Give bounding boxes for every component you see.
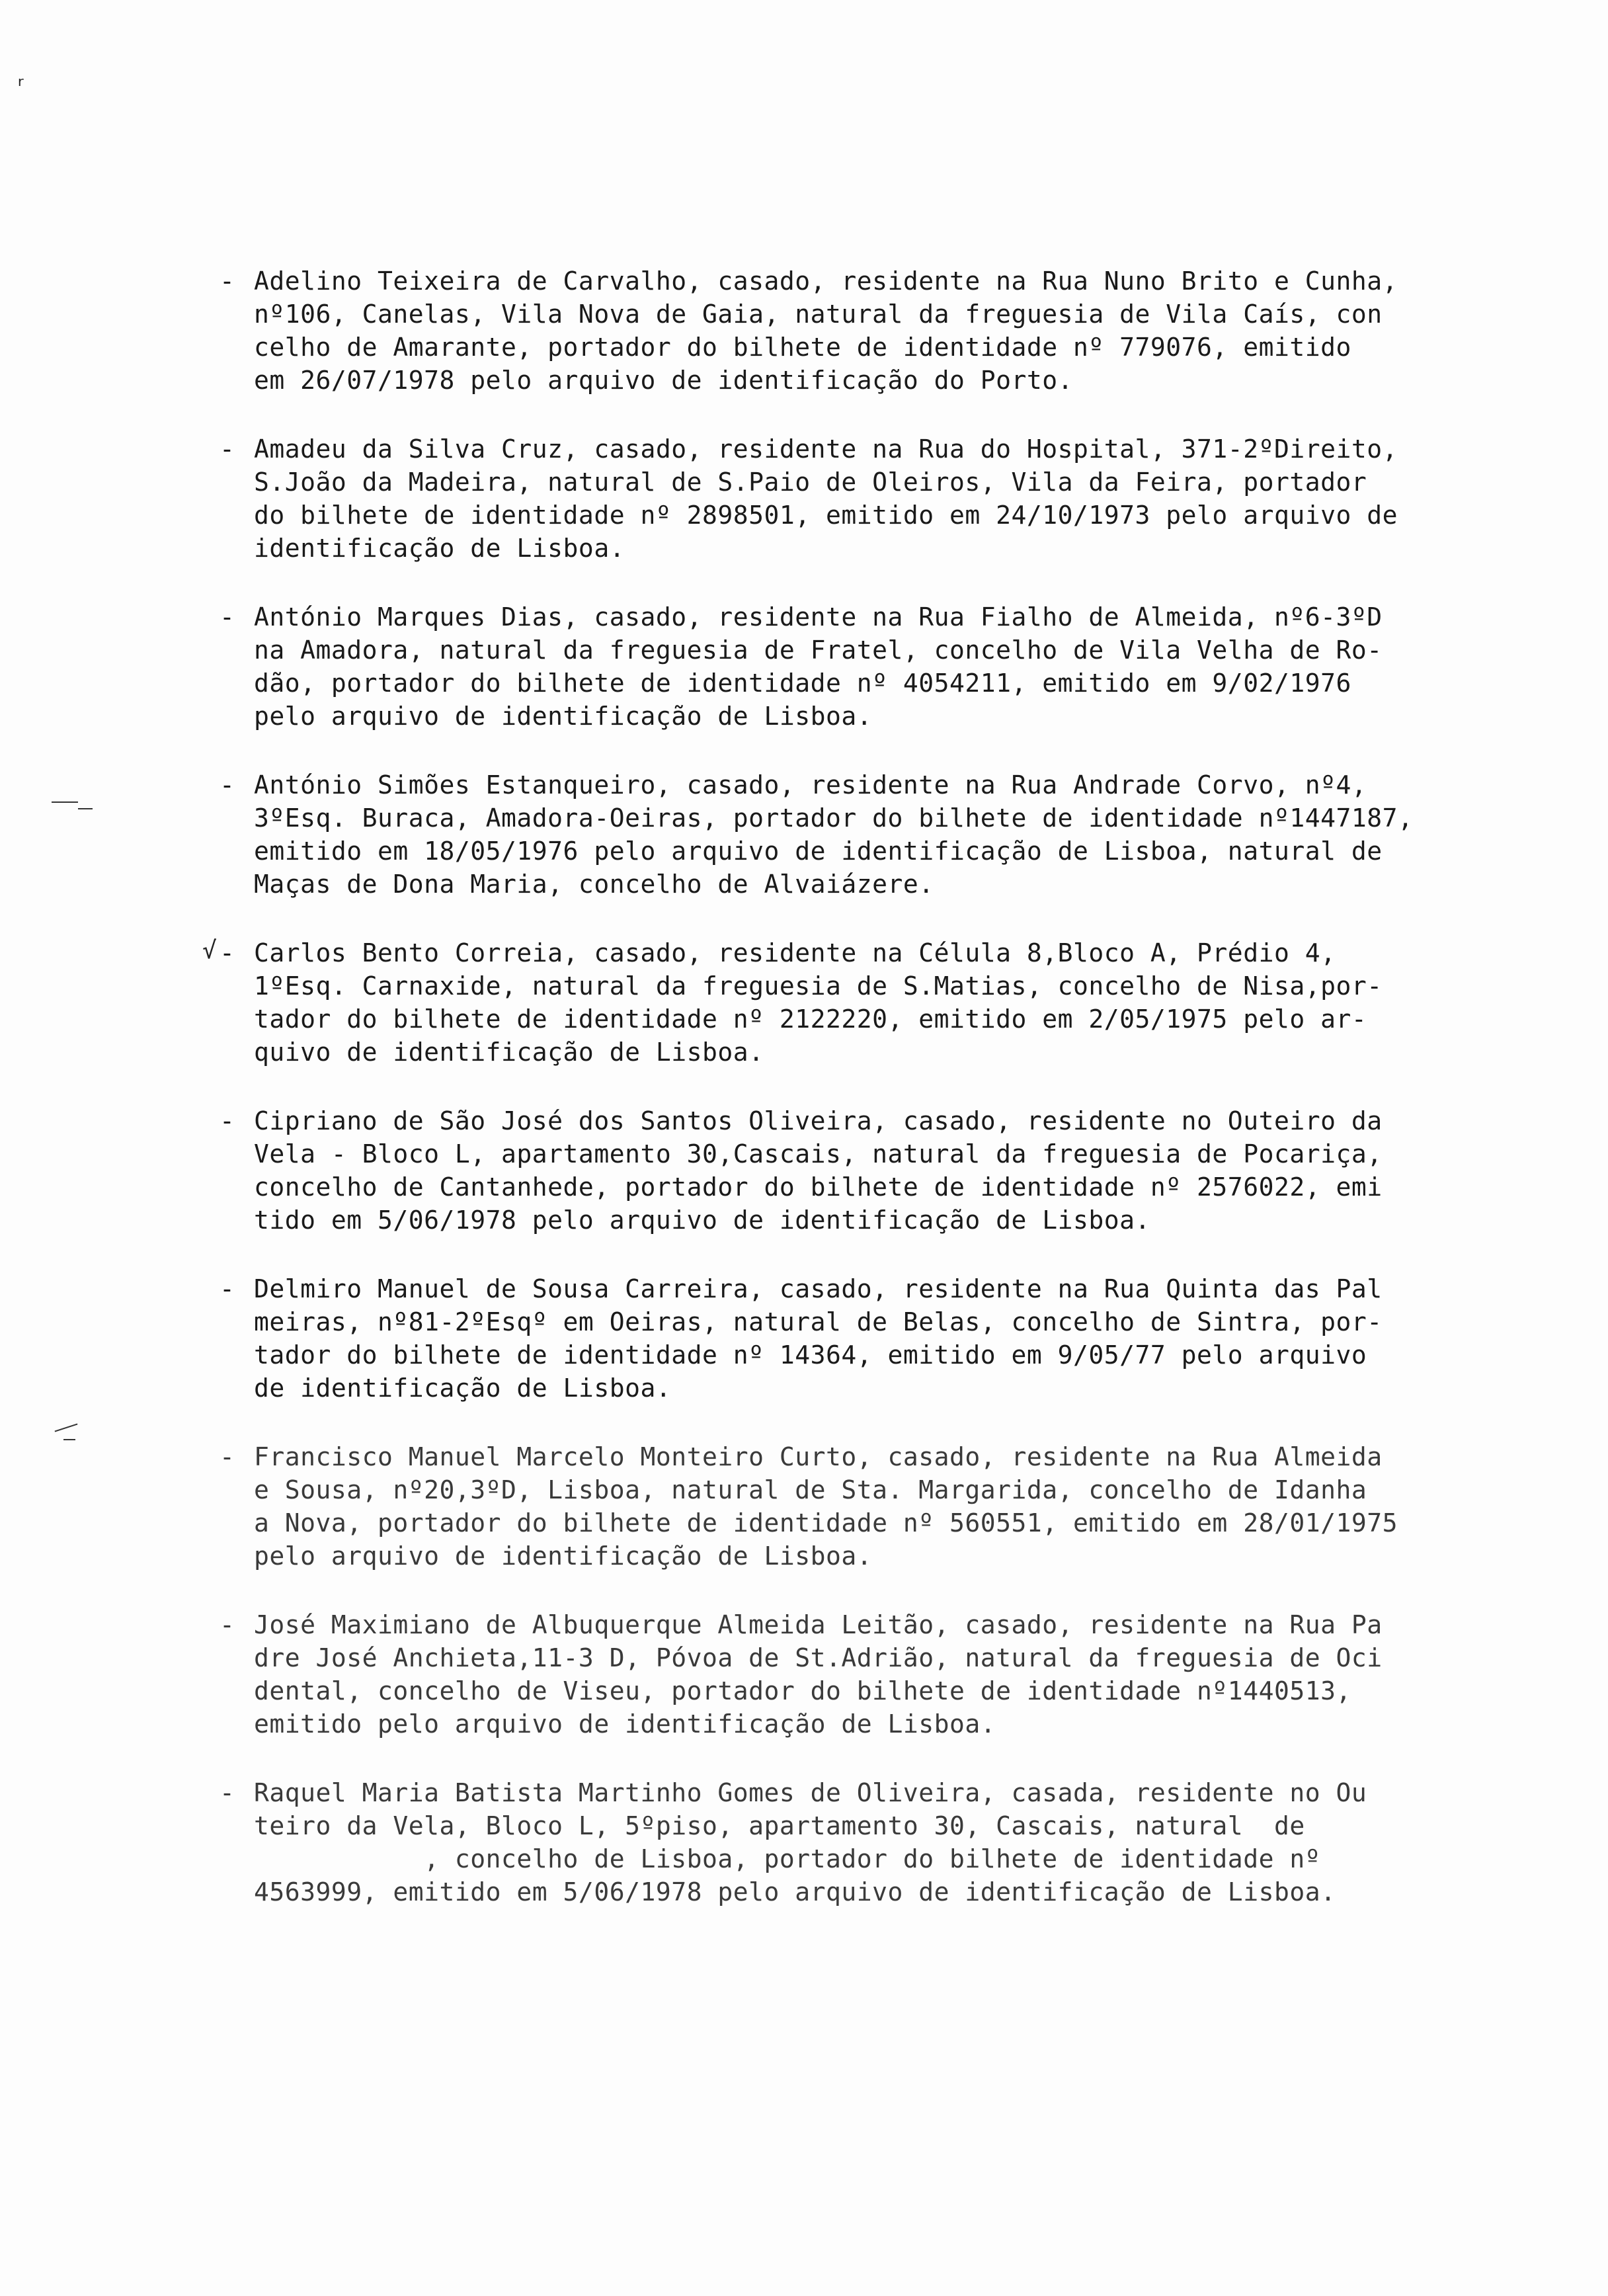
list-item (220, 1104, 1489, 1237)
entry-line: tador do bilhete de identidade nº 14364, emitido em 9/05/77 pelo arquivo (254, 1340, 1367, 1370)
list-item (220, 432, 1489, 565)
entry-line: celho de Amarante, portador do bilhete de identidade nº 779076, emitido (254, 333, 1351, 362)
entry-line: S.João da Madeira, natural de S.Paio de Oleiros, Vila da Feira, portador (254, 468, 1367, 497)
entry-line: dão, portador do bilhete de identidade nº 4054211, emitido em 9/02/1976 (254, 669, 1351, 698)
entry-line: pelo arquivo de identificação de Lisboa. (254, 1541, 873, 1571)
list-dash: - (220, 602, 235, 632)
entry-line: concelho de Cantanhede, portador do bilhete de identidade nº 2576022, emi (254, 1172, 1383, 1202)
margin-mark-check: √ (202, 937, 217, 964)
entry-line: Delmiro Manuel de Sousa Carreira, casado, residente na Rua Quinta das Pal (254, 1274, 1383, 1303)
entry-line: Cipriano de São José dos Santos Oliveira, casado, residente no Outeiro da (254, 1106, 1383, 1135)
list-item (220, 1440, 1489, 1573)
margin-mark-left-2 (55, 1423, 78, 1432)
entry-line: do bilhete de identidade nº 2898501, emitido em 24/10/1973 pelo arquivo de (254, 501, 1398, 530)
list-dash: - (220, 1274, 235, 1303)
entry-line: António Marques Dias, casado, residente na Rua Fialho de Almeida, nº6-3ºD (254, 602, 1383, 632)
margin-mark-top: ʳ (15, 73, 28, 99)
list-dash: - (220, 266, 235, 296)
entry-line: na Amadora, natural da freguesia de Fratel, concelho de Vila Velha de Ro- (254, 636, 1383, 665)
entry-line: Maças de Dona Maria, concelho de Alvaiázere. (254, 870, 934, 899)
entries-list (220, 265, 1489, 1944)
list-item (220, 265, 1489, 397)
entry-line: Francisco Manuel Marcelo Monteiro Curto, casado, residente na Rua Almeida (254, 1442, 1383, 1471)
list-dash: - (220, 770, 235, 800)
entry-line: Amadeu da Silva Cruz, casado, residente na Rua do Hospital, 371-2ºDireito, (254, 434, 1398, 464)
entry-line: Vela - Bloco L, apartamento 30,Cascais, natural da freguesia de Pocariça, (254, 1139, 1383, 1168)
list-item (220, 1608, 1489, 1741)
entry-line: de identificação de Lisboa. (254, 1374, 672, 1403)
entry-line: tador do bilhete de identidade nº 2122220, emitido em 2/05/1975 pelo ar- (254, 1004, 1367, 1034)
entry-line: quivo de identificação de Lisboa. (254, 1038, 764, 1067)
entry-line: nº106, Canelas, Vila Nova de Gaia, natural da freguesia de Vila Caís, con (254, 300, 1383, 329)
list-item (220, 1272, 1489, 1405)
entry-line: 4563999, emitido em 5/06/1978 pelo arquivo de identificação de Lisboa. (254, 1877, 1336, 1906)
entry-line: pelo arquivo de identificação de Lisboa. (254, 702, 873, 731)
entry-line: teiro da Vela, Bloco L, 5ºpiso, apartamento 30, Cascais, natural de (254, 1811, 1305, 1840)
entry-line: dre José Anchieta,11-3 D, Póvoa de St.Adrião, natural da freguesia de Oci (254, 1643, 1383, 1672)
entry-line: dental, concelho de Viseu, portador do bilhete de identidade nº1440513, (254, 1676, 1351, 1705)
list-dash: - (220, 1442, 235, 1471)
entry-line: identificação de Lisboa. (254, 534, 625, 563)
entry-line: meiras, nº81-2ºEsqº em Oeiras, natural de Belas, concelho de Sintra, por- (254, 1307, 1383, 1336)
entry-line: Raquel Maria Batista Martinho Gomes de Oliveira, casada, residente no Ou (254, 1778, 1367, 1807)
list-dash: - (220, 434, 235, 464)
list-item (220, 936, 1489, 1069)
list-item (220, 600, 1489, 733)
entry-line: emitido em 18/05/1976 pelo arquivo de identificação de Lisboa, natural de (254, 837, 1383, 866)
entry-line: Adelino Teixeira de Carvalho, casado, residente na Rua Nuno Brito e Cunha, (254, 266, 1398, 296)
entry-line: Carlos Bento Correia, casado, residente na Célula 8,Bloco A, Prédio 4, (254, 938, 1336, 967)
list-dash: - (220, 1106, 235, 1135)
entry-line: , concelho de Lisboa, portador do bilhete de identidade nº (254, 1844, 1321, 1873)
entry-line: em 26/07/1978 pelo arquivo de identificação do Porto. (254, 366, 1074, 395)
margin-mark-left-1 (52, 801, 78, 803)
entry-line: 3ºEsq. Buraca, Amadora-Oeiras, portador do bilhete de identidade nº1447187, (254, 803, 1414, 833)
entry-line: a Nova, portador do bilhete de identidade nº 560551, emitido em 28/01/1975 (254, 1508, 1398, 1538)
list-item (220, 768, 1489, 901)
entry-line: e Sousa, nº20,3ºD, Lisboa, natural de Sta. Margarida, concelho de Idanha (254, 1475, 1367, 1504)
entry-line: António Simões Estanqueiro, casado, residente na Rua Andrade Corvo, nº4, (254, 770, 1367, 800)
entry-line: tido em 5/06/1978 pelo arquivo de identificação de Lisboa. (254, 1206, 1150, 1235)
list-dash: - (220, 1778, 235, 1807)
list-dash: - (220, 938, 235, 967)
entry-line: José Maximiano de Albuquerque Almeida Leitão, casado, residente na Rua Pa (254, 1610, 1383, 1639)
list-item (220, 1776, 1489, 1908)
list-dash: - (220, 1610, 235, 1639)
margin-mark-left-2b (63, 1439, 75, 1440)
entry-line: 1ºEsq. Carnaxide, natural da freguesia de S.Matias, concelho de Nisa,por- (254, 971, 1383, 1001)
margin-mark-left-1b (78, 808, 93, 809)
entry-line: emitido pelo arquivo de identificação de Lisboa. (254, 1709, 996, 1739)
